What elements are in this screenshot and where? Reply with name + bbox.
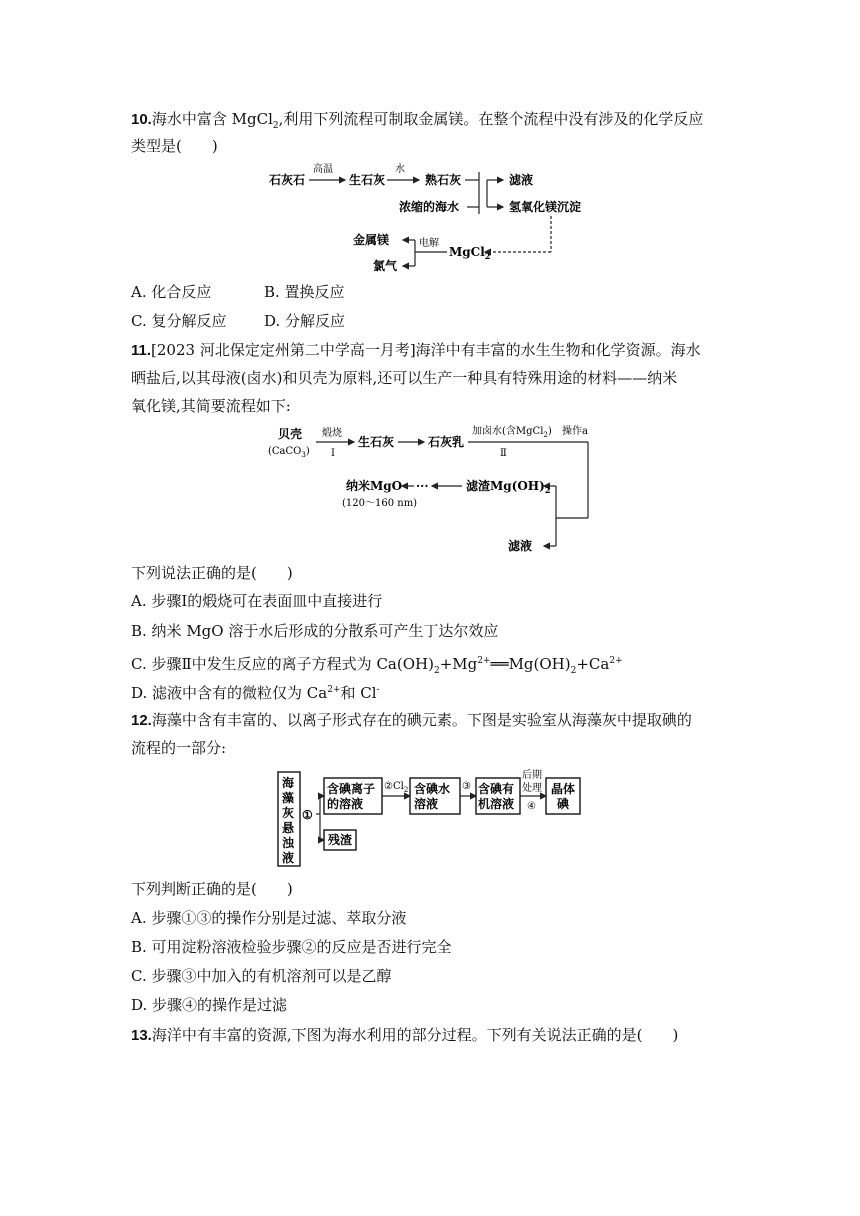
q11-residue: 滤渣$Mg(OH)_2$ bbox=[466, 479, 551, 495]
q12-box4-a: 晶体 bbox=[551, 782, 576, 796]
q11-step2: Ⅱ bbox=[500, 448, 507, 459]
q10-electrolysis: 电解 bbox=[419, 238, 439, 249]
q12-box1-b: 的溶液 bbox=[327, 797, 364, 811]
q12-v2: 藻 bbox=[282, 791, 295, 805]
q10-metal-mg: 金属镁 bbox=[353, 233, 390, 247]
q11-step1: Ⅰ bbox=[331, 448, 335, 459]
q12-residue: 残渣 bbox=[328, 833, 353, 847]
q12-v5: 浊 bbox=[282, 836, 295, 850]
q12-step1: ① bbox=[302, 808, 313, 822]
q12-box2-a: 含碘水 bbox=[414, 782, 451, 796]
q13-number: 13. bbox=[131, 1027, 152, 1044]
q12-box1-a: 含碘离子 bbox=[327, 782, 376, 796]
q11-lime-milk: 石灰乳 bbox=[428, 435, 465, 449]
q11-quicklime: 生石灰 bbox=[358, 435, 395, 449]
q12-stem-line1: 12.海藻中含有丰富的、以离子形式存在的碘元素。下图是实验室从海藻灰中提取碘的 bbox=[131, 711, 692, 729]
q10-stem-line1: 10.海水中富含 MgCl$_2$,利用下列流程可制取金属镁。在整个流程中没有涉及的化学反应 bbox=[131, 110, 704, 131]
q10-chlorine: 氯气 bbox=[373, 259, 398, 273]
q11-flow-diagram bbox=[262, 420, 602, 560]
q11-calcine: 煅烧 bbox=[322, 428, 342, 439]
q10-stem-line2: 类型是( ) bbox=[131, 137, 218, 155]
q10-mgcl2: MgCl$_2$ bbox=[449, 245, 491, 261]
q11-nano-mgo: 纳米MgO bbox=[346, 479, 403, 493]
q11-option-c[interactable]: C. 步骤Ⅱ中发生反应的离子方程式为 $Ca(OH)_2+Mg^{2+}══Mg(OH)_2+Ca^{2+}$ bbox=[131, 655, 623, 676]
q10-conc-seawater: 浓缩的海水 bbox=[399, 200, 460, 214]
q12-option-c[interactable]: C. 步骤③中加入的有机溶剂可以是乙醇 bbox=[131, 967, 392, 985]
q10-limestone: 石灰石 bbox=[269, 173, 306, 187]
q12-box3-a: 含碘有 bbox=[478, 782, 515, 796]
q11-stem-line2: 晒盐后,以其母液(卤水)和贝壳为原料,还可以生产一种具有特殊用途的材料——纳米 bbox=[131, 369, 678, 387]
q11-caco3: (CaCO$_3$) bbox=[268, 446, 310, 459]
q11-add-brine: 加卤水(含MgCl$_2$) bbox=[472, 426, 552, 439]
q10-option-d[interactable]: D. 分解反应 bbox=[264, 312, 346, 330]
q12-box2-b: 溶液 bbox=[414, 797, 439, 811]
q10-option-b[interactable]: B. 置换反应 bbox=[264, 283, 345, 301]
q12-box4-b: 碘 bbox=[557, 797, 570, 811]
q12-prompt: 下列判断正确的是( ) bbox=[131, 880, 293, 898]
q12-v4: 悬 bbox=[282, 821, 295, 835]
q12-step4: ④ bbox=[527, 801, 536, 812]
q11-option-b[interactable]: B. 纳米 MgO 溶于水后形成的分散系可产生丁达尔效应 bbox=[131, 622, 499, 640]
q11-shell: 贝壳 bbox=[278, 427, 303, 441]
q10-high-temp: 高温 bbox=[313, 164, 333, 175]
q11-stem-line3: 氧化镁,其简要流程如下: bbox=[131, 397, 291, 415]
q13-stem-line1: 13.海洋中有丰富的资源,下图为海水利用的部分过程。下列有关说法正确的是( ) bbox=[131, 1026, 679, 1044]
q11-option-a[interactable]: A. 步骤Ⅰ的煅烧可在表面皿中直接进行 bbox=[131, 592, 383, 610]
q12-v1: 海 bbox=[282, 776, 295, 790]
q10-options-row2 bbox=[131, 311, 345, 331]
q12-later-b: 处理 bbox=[522, 783, 542, 794]
q10-flow-diagram bbox=[265, 158, 625, 278]
q11-filtrate: 滤液 bbox=[508, 539, 533, 553]
q11-op-a: 操作a bbox=[562, 426, 588, 437]
q10-water: 水 bbox=[395, 164, 405, 175]
q10-options-row1 bbox=[131, 282, 345, 302]
q11-dots: ··· bbox=[416, 479, 429, 493]
q12-step2: $②Cl_2$ bbox=[384, 781, 409, 794]
q12-step3: ③ bbox=[462, 781, 471, 792]
q12-box3-b: 机溶液 bbox=[478, 797, 515, 811]
q10-slaked-lime: 熟石灰 bbox=[425, 173, 462, 187]
q11-number: 11. bbox=[131, 342, 152, 359]
q12-v6: 液 bbox=[282, 851, 295, 865]
q11-option-d[interactable]: D. 滤液中含有的微粒仅为 $Ca^{2+}$和 Cl- bbox=[131, 684, 380, 702]
q12-v3: 灰 bbox=[282, 806, 295, 820]
q11-prompt: 下列说法正确的是( ) bbox=[131, 564, 293, 582]
q10-option-a[interactable]: A. 化合反应 bbox=[131, 283, 212, 301]
q12-option-a[interactable]: A. 步骤①③的操作分别是过滤、萃取分液 bbox=[131, 909, 407, 927]
q11-stem-line1: 11.[2023 河北保定定州第二中学高一月考]海洋中有丰富的水生生物和化学资源。海水 bbox=[131, 341, 701, 359]
q12-option-b[interactable]: B. 可用淀粉溶液检验步骤②的反应是否进行完全 bbox=[131, 938, 452, 956]
q12-later-a: 后期 bbox=[522, 770, 542, 781]
q10-mgoh2-precip: 氢氧化镁沉淀 bbox=[509, 200, 582, 214]
q12-number: 12. bbox=[131, 712, 152, 729]
q12-flow-diagram bbox=[276, 768, 596, 868]
q12-option-d[interactable]: D. 步骤④的操作是过滤 bbox=[131, 996, 288, 1014]
q12-stem-line2: 流程的一部分: bbox=[131, 739, 227, 757]
q10-number: 10. bbox=[131, 111, 152, 128]
q11-size: (120～160 nm) bbox=[342, 498, 418, 509]
q10-option-c[interactable]: C. 复分解反应 bbox=[131, 312, 227, 330]
q10-filtrate: 滤液 bbox=[509, 173, 534, 187]
q10-quicklime: 生石灰 bbox=[349, 173, 386, 187]
